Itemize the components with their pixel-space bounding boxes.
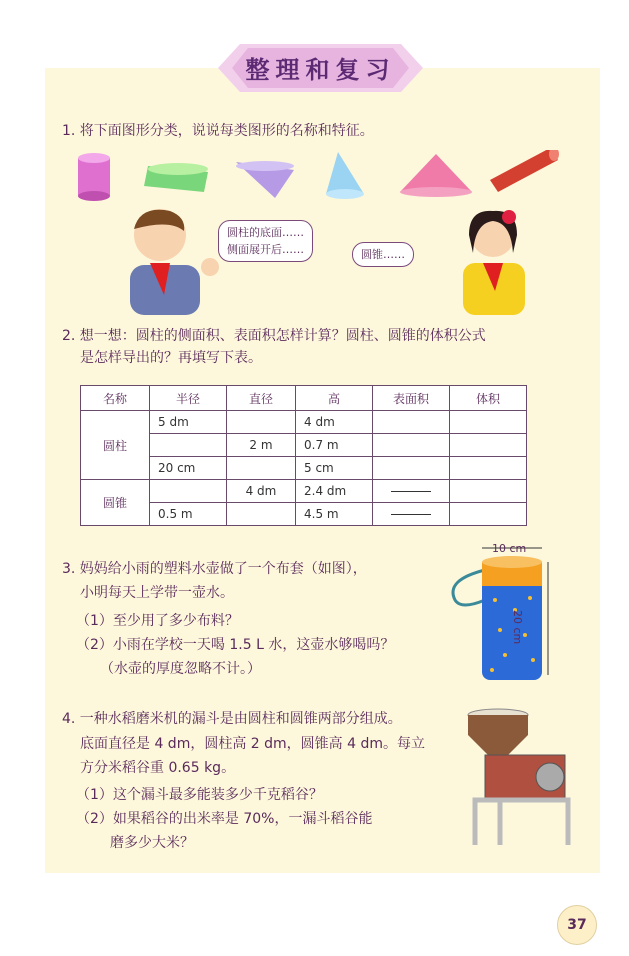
group-name-cell: 圆锥 (81, 480, 150, 526)
flat-cylinder-shape (144, 163, 208, 192)
cell: 4 dm (296, 411, 373, 434)
cylinder-shape (78, 153, 110, 201)
table-row (81, 411, 527, 434)
boy-bubble-line: 侧面展开后…… (227, 243, 304, 256)
cell (373, 457, 450, 480)
q4-sub-3: 磨多少大米？ (110, 835, 194, 851)
formula-table (80, 385, 527, 526)
q2-line-1: 2. 想一想：圆柱的侧面积、表面积怎样计算？圆柱、圆锥的体积公式 (62, 328, 486, 344)
boy-bubble-line: 圆柱的底面…… (227, 226, 304, 239)
cell (450, 411, 527, 434)
cell: 4 dm (227, 480, 296, 503)
cone-shape-2 (326, 152, 364, 199)
q1-text: 1. 将下面图形分类，说说每类图形的名称和特征。 (62, 123, 374, 139)
cell (450, 457, 527, 480)
water-bottle-illustration (445, 540, 555, 690)
bottle-height-label: 20 cm (511, 610, 524, 645)
table-header-row (81, 386, 527, 411)
cell: 4.5 m (296, 503, 373, 526)
q3-line-2: 小明每天上学带一壶水。 (80, 585, 234, 601)
q4-line-3: 方分米稻谷重 0.65 kg。 (80, 760, 236, 776)
header-cell: 名称 (81, 386, 150, 411)
cell: 2 m (227, 434, 296, 457)
q2-line-2: 是怎样导出的？再填写下表。 (80, 350, 262, 366)
header-cell: 高 (296, 386, 373, 411)
cell (150, 480, 227, 503)
dash-mark (391, 491, 431, 492)
cell (373, 434, 450, 457)
header-cell: 直径 (227, 386, 296, 411)
q4-sub-2: （2）如果稻谷的出米率是 70%，一漏斗稻谷能 (76, 811, 373, 827)
cell (227, 503, 296, 526)
cell: 0.5 m (150, 503, 227, 526)
q3-line-1: 3. 妈妈给小雨的塑料水壶做了一个布套（如图）， (62, 561, 367, 577)
header-cell: 半径 (150, 386, 227, 411)
not-applicable-cell (373, 503, 450, 526)
cone-shape-1 (236, 161, 294, 198)
q3-sub-1: （1）至少用了多少布料？ (76, 613, 239, 629)
rice-mill-illustration (460, 705, 575, 855)
q4-line-2: 底面直径是 4 dm，圆柱高 2 dm，圆锥高 4 dm。每立 (80, 736, 425, 752)
q4-line-1: 4. 一种水稻磨米机的漏斗是由圆柱和圆锥两部分组成。 (62, 711, 402, 727)
cell: 5 dm (150, 411, 227, 434)
cell (150, 434, 227, 457)
cone-shape-3 (400, 154, 472, 197)
cell: 20 cm (150, 457, 227, 480)
girl-illustration (455, 205, 535, 320)
header-cell: 体积 (450, 386, 527, 411)
cell: 2.4 dm (296, 480, 373, 503)
cell (373, 411, 450, 434)
page-title: 整理和复习 (245, 56, 396, 84)
page-number: 37 (557, 905, 597, 945)
cell: 0.7 m (296, 434, 373, 457)
cell (450, 434, 527, 457)
girl-speech-bubble: 圆锥…… (352, 242, 414, 267)
q3-sub-2: （2）小雨在学校一天喝 1.5 L 水，这壶水够喝吗？ (76, 637, 395, 653)
cell: 5 cm (296, 457, 373, 480)
geometric-shapes (70, 150, 570, 205)
bottle-width-label: 10 cm (492, 542, 527, 555)
table-row (81, 480, 527, 503)
cell (227, 457, 296, 480)
q3-note: （水壶的厚度忽略不计。） (100, 661, 261, 677)
cell (450, 480, 527, 503)
boy-speech-bubble (218, 220, 313, 262)
cell (227, 411, 296, 434)
boy-illustration (120, 205, 230, 320)
header-cell: 表面积 (373, 386, 450, 411)
cell (450, 503, 527, 526)
dash-mark (391, 514, 431, 515)
not-applicable-cell (373, 480, 450, 503)
long-cylinder-shape (490, 150, 559, 192)
q4-sub-1: （1）这个漏斗最多能装多少千克稻谷？ (76, 787, 323, 803)
group-name-cell: 圆柱 (81, 411, 150, 480)
